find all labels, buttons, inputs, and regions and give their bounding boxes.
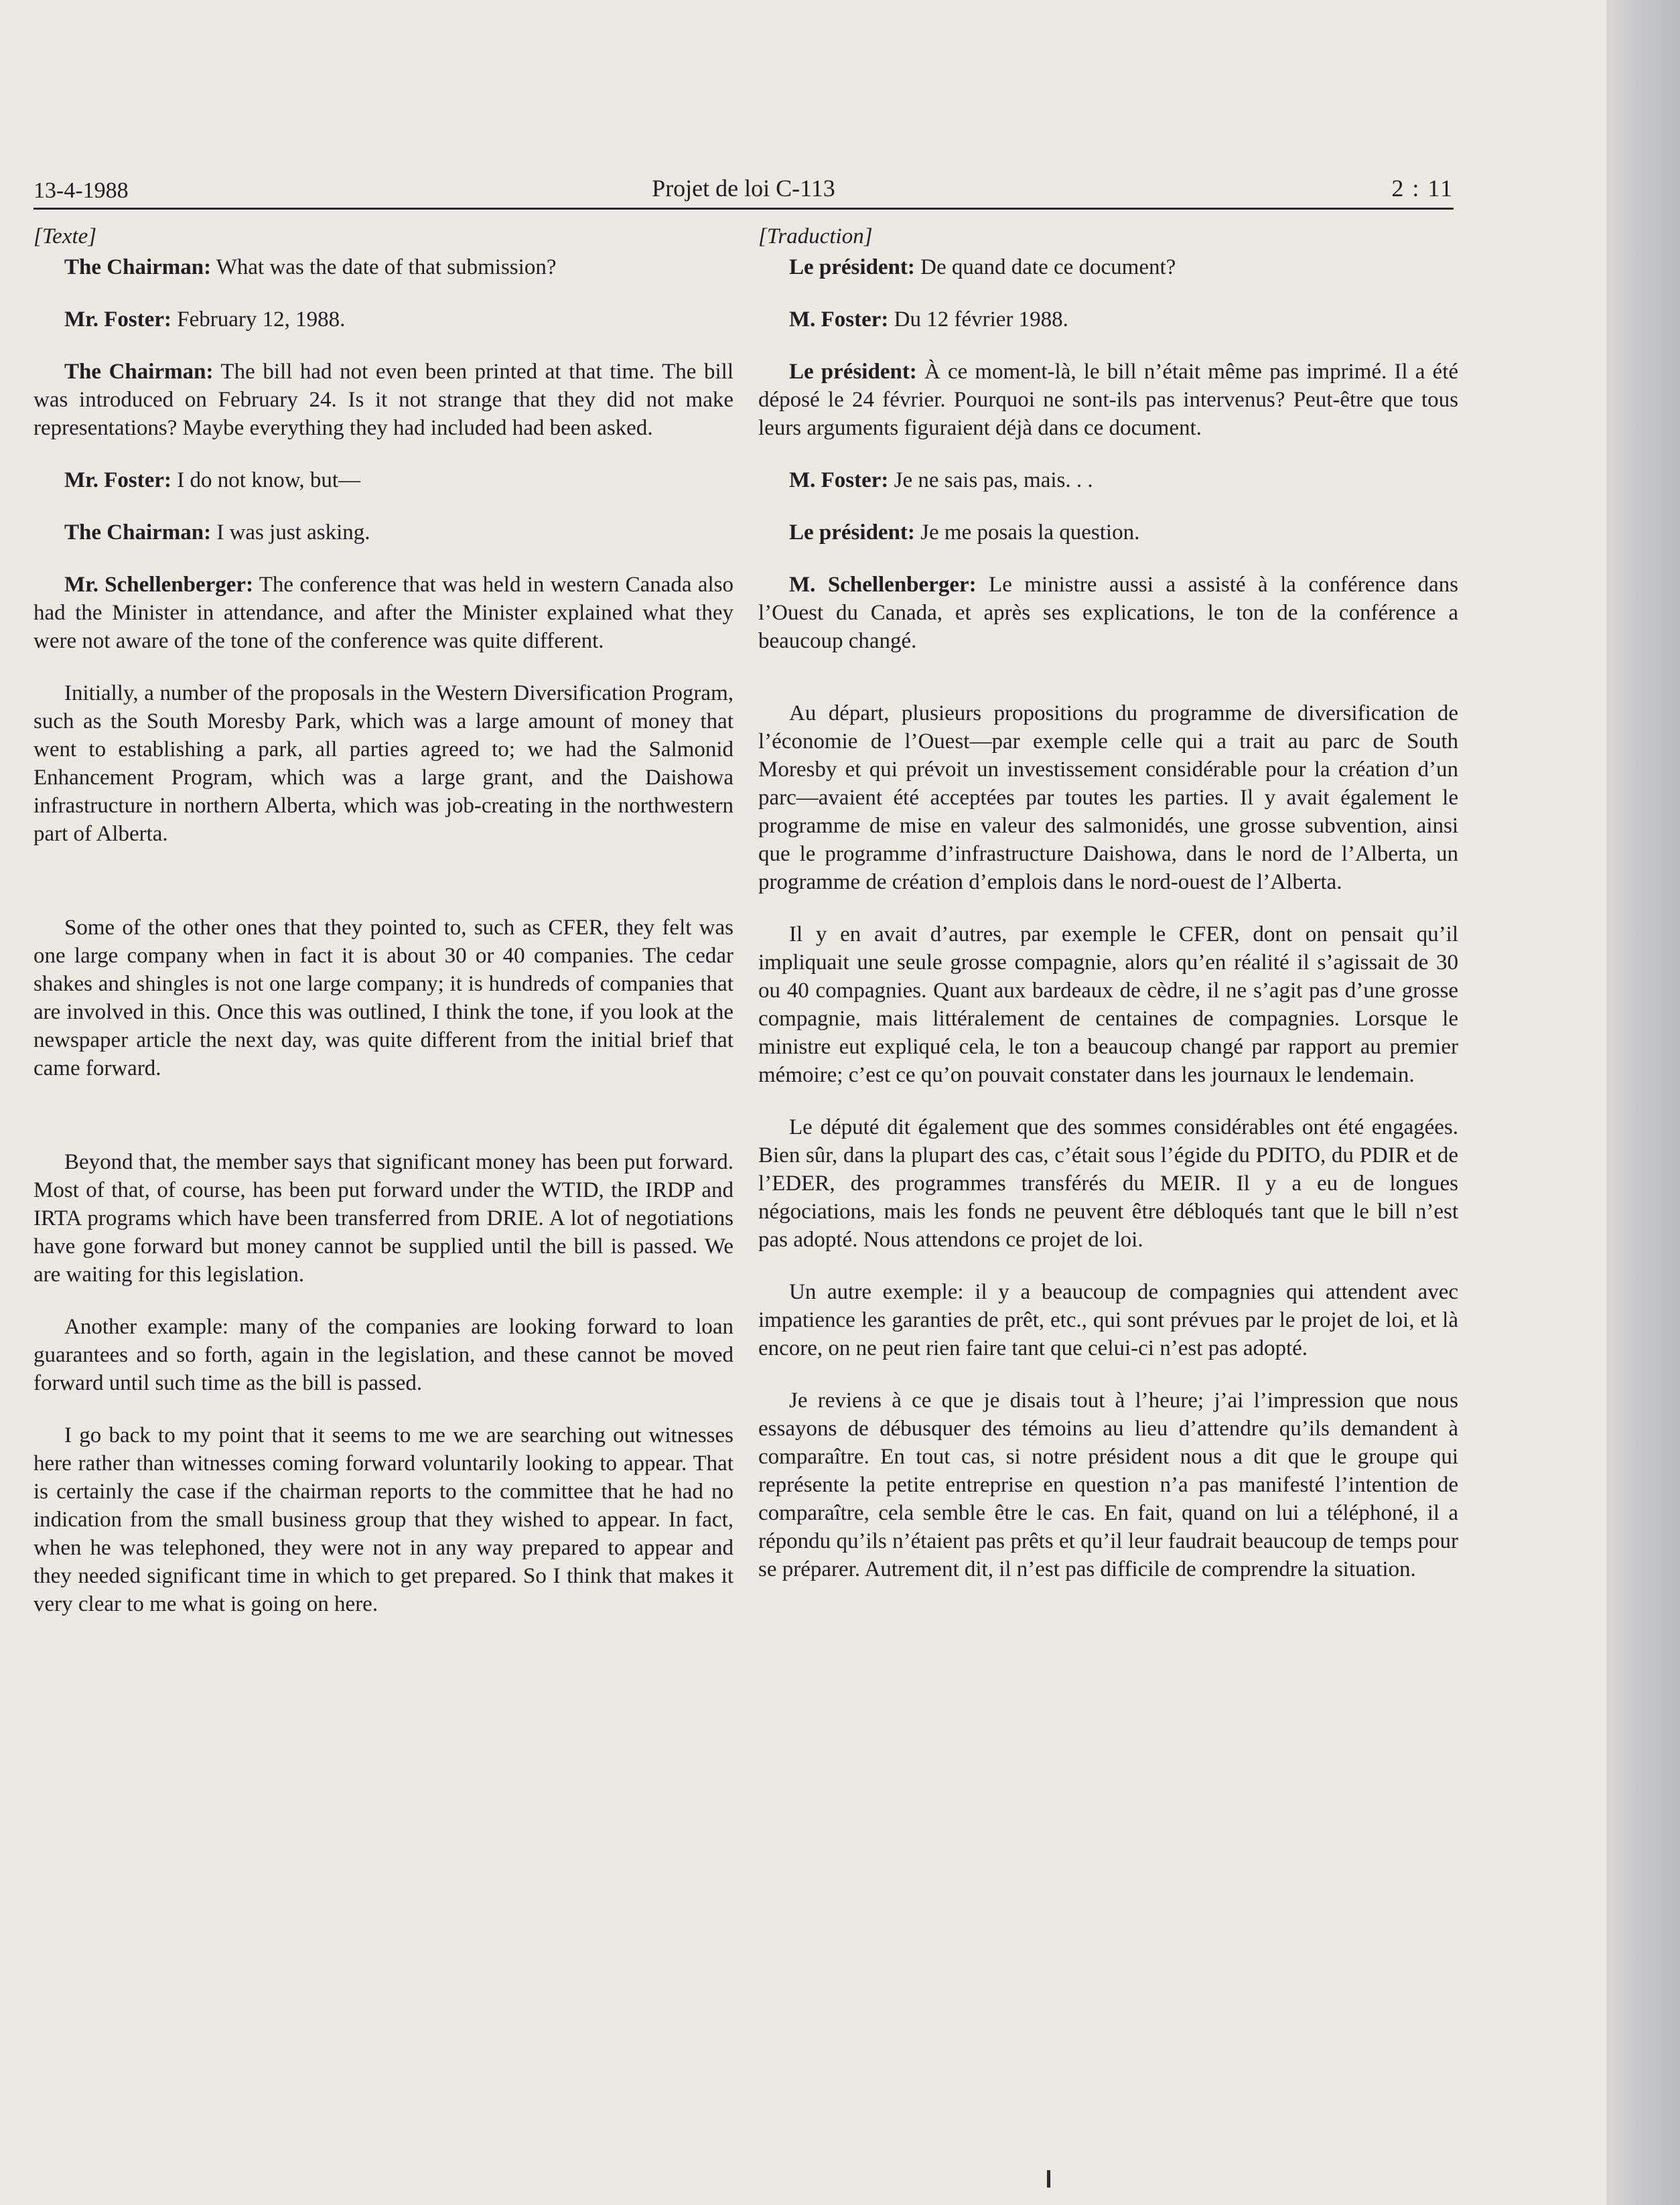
speaker-name: M. Schellenberger: (789, 573, 977, 597)
speaker-name: Le président: (789, 360, 917, 384)
paragraph-text: What was the date of that submission? (211, 255, 557, 279)
paragraph-text: Je me posais la question. (914, 520, 1140, 545)
speaker-name: Mr. Foster: (64, 468, 172, 492)
paragraph (33, 1421, 733, 1618)
paragraph-text: I do not know, but— (171, 468, 361, 492)
french-column (758, 222, 1458, 1608)
paragraph (33, 571, 733, 655)
speaker-name: M. Foster: (789, 468, 889, 492)
english-column (33, 222, 733, 1642)
paragraph (758, 699, 1458, 896)
speaker-name: The Chairman: (64, 255, 212, 279)
paragraph (758, 920, 1458, 1089)
paragraph-text: The bill had not even been printed at that time. The bill was introduced on February 24. Is it not strange that they did not make representations? Maybe everything they had included had been asked. (33, 360, 733, 440)
speaker-name: The Chairman: (64, 520, 212, 545)
paragraph-text: Je reviens à ce que je disais tout à l’heure; j’ai l’impression que nous essayons de débusquer des témoins au lieu d’attendre qu’ils demandent à comparaître. En tout cas, si notre président nous a dit que le groupe qui représente la petite entreprise en question n’a pas manifesté l’intention de comparaître, cela semble être le cas. En fait, quand on lui a téléphoné, il a répondu qu’ils n’étaient pas prêts et qu’il leur faudrait beaucoup de temps pour se préparer. Autrement dit, il n’est pas difficile de comprendre la situation. (758, 1389, 1458, 1581)
paragraph (758, 466, 1458, 494)
paragraph-text: Il y en avait d’autres, par exemple le CFER, dont on pensait qu’il impliquait une seule grosse compagnie, alors qu’en réalité il s’agissait de 30 ou 40 compagnies. Quant aux bardeaux de cèdre, il ne s’agit pas d’une grosse compagnie, mais littéralement de centaines de compagnies. Lorsque le ministre eut expliqué cela, le ton a beaucoup changé par rapport au premier mémoire; c’est ce qu’on pouvait constater dans les journaux le lendemain. (758, 922, 1458, 1087)
header-date: 13-4-1988 (33, 178, 129, 203)
header-title: Projet de loi C-113 (652, 175, 835, 202)
paragraph (758, 1386, 1458, 1583)
column-gap (33, 872, 733, 914)
paragraph-text: Au départ, plusieurs propositions du programme de diversification de l’économie de l’Ouest—par exemple celle qui a trait au parc de South Moresby et qui prévoit un investissement considérable pour la création d’un parc—avaient été acceptées par toutes les parties. Il y avait également le programme de mise en valeur des salmonidés, une grosse subvention, ainsi que le programme d’infrastructure Daishowa, dans le nord de l’Alberta, un programme de création d’emplois dans le nord-ouest de l’Alberta. (758, 701, 1458, 894)
column-gap (758, 679, 1458, 699)
paragraph (33, 253, 733, 281)
paragraph-text: The conference that was held in western Canada also had the Minister in attendance, and after the Minister explained what they were not aware of the tone of the conference was quite different. (33, 573, 733, 653)
column-gap (33, 1107, 733, 1148)
speaker-name: Le président: (789, 255, 915, 279)
page-footer-mark (1047, 2170, 1050, 2188)
paragraph (33, 1148, 733, 1289)
paragraph-text: Le député dit également que des sommes considérables ont été engagées. Bien sûr, dans la plupart des cas, c’était sous l’égide du PDITO, du PDIR et de l’EDER, des programmes transférés du MEIR. Il y a eu de longues négociations, mais les fonds ne peuvent être débloqués tant que le bill n’est pas adopté. Nous attendons ce projet de loi. (758, 1115, 1458, 1252)
paragraph (33, 1313, 733, 1397)
paragraph-text: Another example: many of the companies are looking forward to loan guarantees and so forth, again in the legislation, and these cannot be moved forward until such time as the bill is passed. (33, 1315, 733, 1395)
paragraph-text: À ce moment-là, le bill n’était même pas imprimé. Il a été déposé le 24 février. Pourquoi ne sont-ils pas intervenus? Peut-être que tous leurs arguments figuraient déjà dans ce document. (758, 360, 1459, 440)
paragraph (758, 253, 1458, 281)
paragraph-text: I go back to my point that it seems to me we are searching out witnesses here rather than witnesses coming forward voluntarily looking to appear. That is certainly the case if the chairman reports to the committee that he had no indication from the small business group that they wished to appear. In fact, when he was telephoned, they were not in any way prepared to appear and they needed significant time in which to get prepared. So I think that makes it very clear to me what is going on here. (33, 1423, 733, 1616)
paragraph-text: Du 12 février 1988. (888, 307, 1068, 332)
paragraph (758, 358, 1458, 442)
paragraph-text: Some of the other ones that they pointed to, such as CFER, they felt was one large company when in fact it is about 30 or 40 companies. The cedar shakes and shingles is not one large company; it is hundreds of companies that are involved in this. Once this was outlined, I think the tone, if you look at the newspaper article the next day, was quite different from the initial brief that came forward. (33, 916, 733, 1080)
page-header (33, 161, 1454, 210)
paragraph (33, 914, 733, 1082)
paragraph (33, 358, 733, 442)
speaker-name: M. Foster: (789, 307, 889, 332)
paragraph-text: Le ministre aussi a assisté à la conférence dans l’Ouest du Canada, et après ses explications, le ton de la conférence a beaucoup changé. (758, 573, 1458, 653)
paragraph-text: February 12, 1988. (171, 307, 346, 332)
paragraph-text: Je ne sais pas, mais. . . (888, 468, 1093, 492)
paragraph (33, 679, 733, 848)
speaker-name: Le président: (789, 520, 915, 545)
paragraph (758, 1113, 1458, 1254)
paragraph (758, 305, 1458, 334)
paragraph-text: I was just asking. (211, 520, 370, 545)
speaker-name: Mr. Schellenberger: (64, 573, 254, 597)
speaker-name: The Chairman: (64, 360, 214, 384)
page-edge-shadow (1606, 0, 1680, 2205)
paragraph (758, 518, 1458, 547)
paragraph (33, 518, 733, 547)
paragraph (758, 571, 1458, 655)
paragraph (33, 466, 733, 494)
paragraph-text: Initially, a number of the proposals in the Western Diversification Program, such as the South Moresby Park, which was a large amount of money that went to establishing a park, all parties agreed to; we had the Salmonid Enhancement Program, which was a large grant, and the Daishowa infrastructure in northern Alberta, which was job-creating in the northwestern part of Alberta. (33, 681, 733, 846)
paragraph (33, 305, 733, 334)
paragraph (758, 1278, 1458, 1362)
header-page-number: 2 : 11 (1391, 175, 1454, 202)
paragraph-text: Un autre exemple: il y a beaucoup de compagnies qui attendent avec impatience les garanties de prêt, etc., qui sont prévues par le projet de loi, et là encore, on ne peut rien faire tant que celui-ci n’est pas adopté. (758, 1280, 1458, 1360)
column-label-traduction: [Traduction] (758, 224, 873, 248)
speaker-name: Mr. Foster: (64, 307, 172, 332)
paragraph-text: Beyond that, the member says that significant money has been put forward. Most of that, of course, has been put forward under the WTID, the IRDP and IRTA programs which have been transferred from DRIE. A lot of negotiations have gone forward but money cannot be supplied until the bill is passed. We are waiting for this legislation. (33, 1150, 733, 1287)
column-label-texte: [Texte] (33, 224, 97, 248)
paragraph-text: De quand date ce document? (914, 255, 1176, 279)
